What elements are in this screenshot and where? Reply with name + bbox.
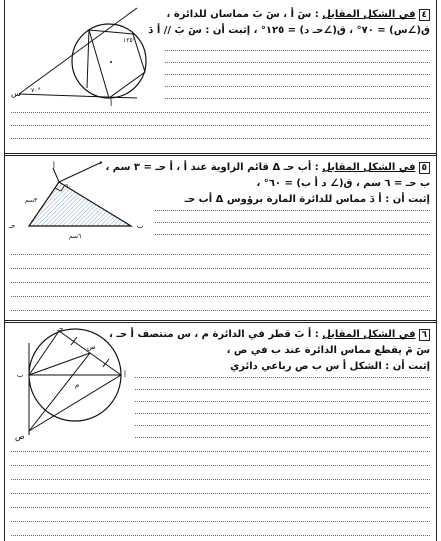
q6-label: في الشكل المقابل bbox=[322, 329, 416, 340]
q6-label-b: ب bbox=[17, 371, 24, 379]
q6-line-3: إثبت أن : الشكل أ س ب ص رباعي دائري bbox=[230, 361, 430, 372]
q5-line-3: إثبت أن : أ دَ مماس للدائرة المارة برؤوس Δ أب حـ bbox=[184, 194, 430, 205]
q6-number: ٦ bbox=[419, 329, 431, 341]
q4-figure bbox=[7, 2, 162, 106]
separator-1 bbox=[5, 153, 436, 156]
q5-label-ah: ٣سم bbox=[25, 197, 38, 204]
q6-figure bbox=[7, 325, 132, 443]
answer-line bbox=[11, 493, 430, 494]
q4-label-angle-s: ٧٠° bbox=[31, 87, 41, 94]
q4-circle bbox=[72, 24, 146, 98]
answer-line bbox=[135, 413, 430, 414]
q5-label-angle: ٦٠ bbox=[65, 183, 72, 190]
q4-label-a: أ bbox=[110, 99, 113, 106]
q4-line-2: ق(∠س) = ٧٠° ، ق(∠حـ د) = ١٢٥° ، إثبت أن : سَ بَ // أ دَ bbox=[148, 25, 430, 36]
q6-label-s: س bbox=[87, 343, 96, 351]
q5-label-bh: ٦سم bbox=[69, 233, 82, 240]
answer-line bbox=[11, 138, 430, 139]
answer-line bbox=[165, 74, 430, 75]
answer-line bbox=[165, 62, 430, 63]
q6-text-1: : أ بَ قطر في الدائرة م ، س منتصف أ حـ ، bbox=[109, 329, 319, 340]
q6-label-h: حـ bbox=[57, 325, 64, 333]
q4-chord bbox=[87, 30, 89, 88]
q6-tick-1 bbox=[71, 337, 77, 345]
q5-label-a: أ bbox=[53, 162, 55, 170]
answer-line bbox=[155, 222, 430, 223]
q4-number: ٤ bbox=[419, 9, 431, 21]
q5-label-b: ب bbox=[137, 222, 144, 230]
question-5 bbox=[5, 158, 436, 318]
q4-inscribed-quad bbox=[89, 30, 145, 98]
answer-line bbox=[11, 479, 430, 480]
answer-line bbox=[11, 535, 430, 536]
q6-line-1 bbox=[109, 328, 430, 341]
q6-label-a: أ bbox=[124, 371, 126, 379]
q4-text-1: : سَ أ ، سَ بَ مماسان للدائرة ، bbox=[166, 9, 319, 20]
answer-line bbox=[11, 465, 430, 466]
q6-chord-bh bbox=[29, 331, 59, 375]
separator-2 bbox=[5, 320, 436, 323]
answer-line bbox=[11, 507, 430, 508]
question-6 bbox=[5, 325, 436, 541]
q6-label-m: م bbox=[75, 381, 80, 389]
q5-text-1: : أب حـ Δ قائم الزاوية عند أ ، أ حـ = ٣ سم ، bbox=[105, 162, 319, 173]
q4-label-angle-h: ١٢٥° bbox=[123, 37, 136, 44]
q6-line-ms bbox=[29, 353, 90, 431]
q6-line-2: سَ مَ يقطع مماس الدائرة عند ب في ص ، bbox=[226, 345, 430, 356]
answer-line bbox=[11, 282, 430, 283]
answer-line bbox=[11, 112, 430, 113]
worksheet-page bbox=[4, 0, 437, 541]
answer-line bbox=[11, 268, 430, 269]
answer-line bbox=[165, 98, 430, 99]
q5-line-2: ب حـ = ٦ سم ، ق(∠ د أ ب) = ٦٠° ، bbox=[256, 178, 430, 189]
answer-line bbox=[11, 296, 430, 297]
q5-label-h: حـ bbox=[9, 222, 16, 230]
q6-label-sad: ص bbox=[15, 432, 25, 441]
answer-line bbox=[135, 389, 430, 390]
answer-line bbox=[11, 451, 430, 452]
q5-tangent-ad bbox=[59, 162, 102, 182]
q5-line-1 bbox=[105, 161, 430, 174]
q5-tangent-ext bbox=[53, 168, 59, 182]
answer-line bbox=[165, 86, 430, 87]
q4-line-1 bbox=[167, 8, 430, 21]
answer-line bbox=[135, 401, 430, 402]
answer-line bbox=[11, 310, 430, 311]
answer-line bbox=[155, 210, 430, 211]
answer-line bbox=[155, 234, 430, 235]
q5-label-d: د bbox=[99, 158, 103, 166]
answer-line bbox=[11, 254, 430, 255]
q5-label: في الشكل المقابل bbox=[322, 162, 416, 173]
q4-center-point bbox=[110, 61, 112, 63]
q5-figure bbox=[7, 158, 152, 244]
q5-triangle bbox=[29, 182, 131, 226]
answer-line bbox=[135, 377, 430, 378]
answer-line bbox=[165, 50, 430, 51]
answer-line bbox=[135, 425, 430, 426]
answer-line bbox=[11, 521, 430, 522]
q4-label-s: س bbox=[11, 89, 21, 98]
q5-number: ٥ bbox=[419, 162, 431, 174]
answer-line bbox=[11, 125, 430, 126]
q4-label: في الشكل المقابل bbox=[322, 9, 416, 20]
question-4 bbox=[5, 0, 436, 152]
answer-line bbox=[135, 437, 430, 438]
